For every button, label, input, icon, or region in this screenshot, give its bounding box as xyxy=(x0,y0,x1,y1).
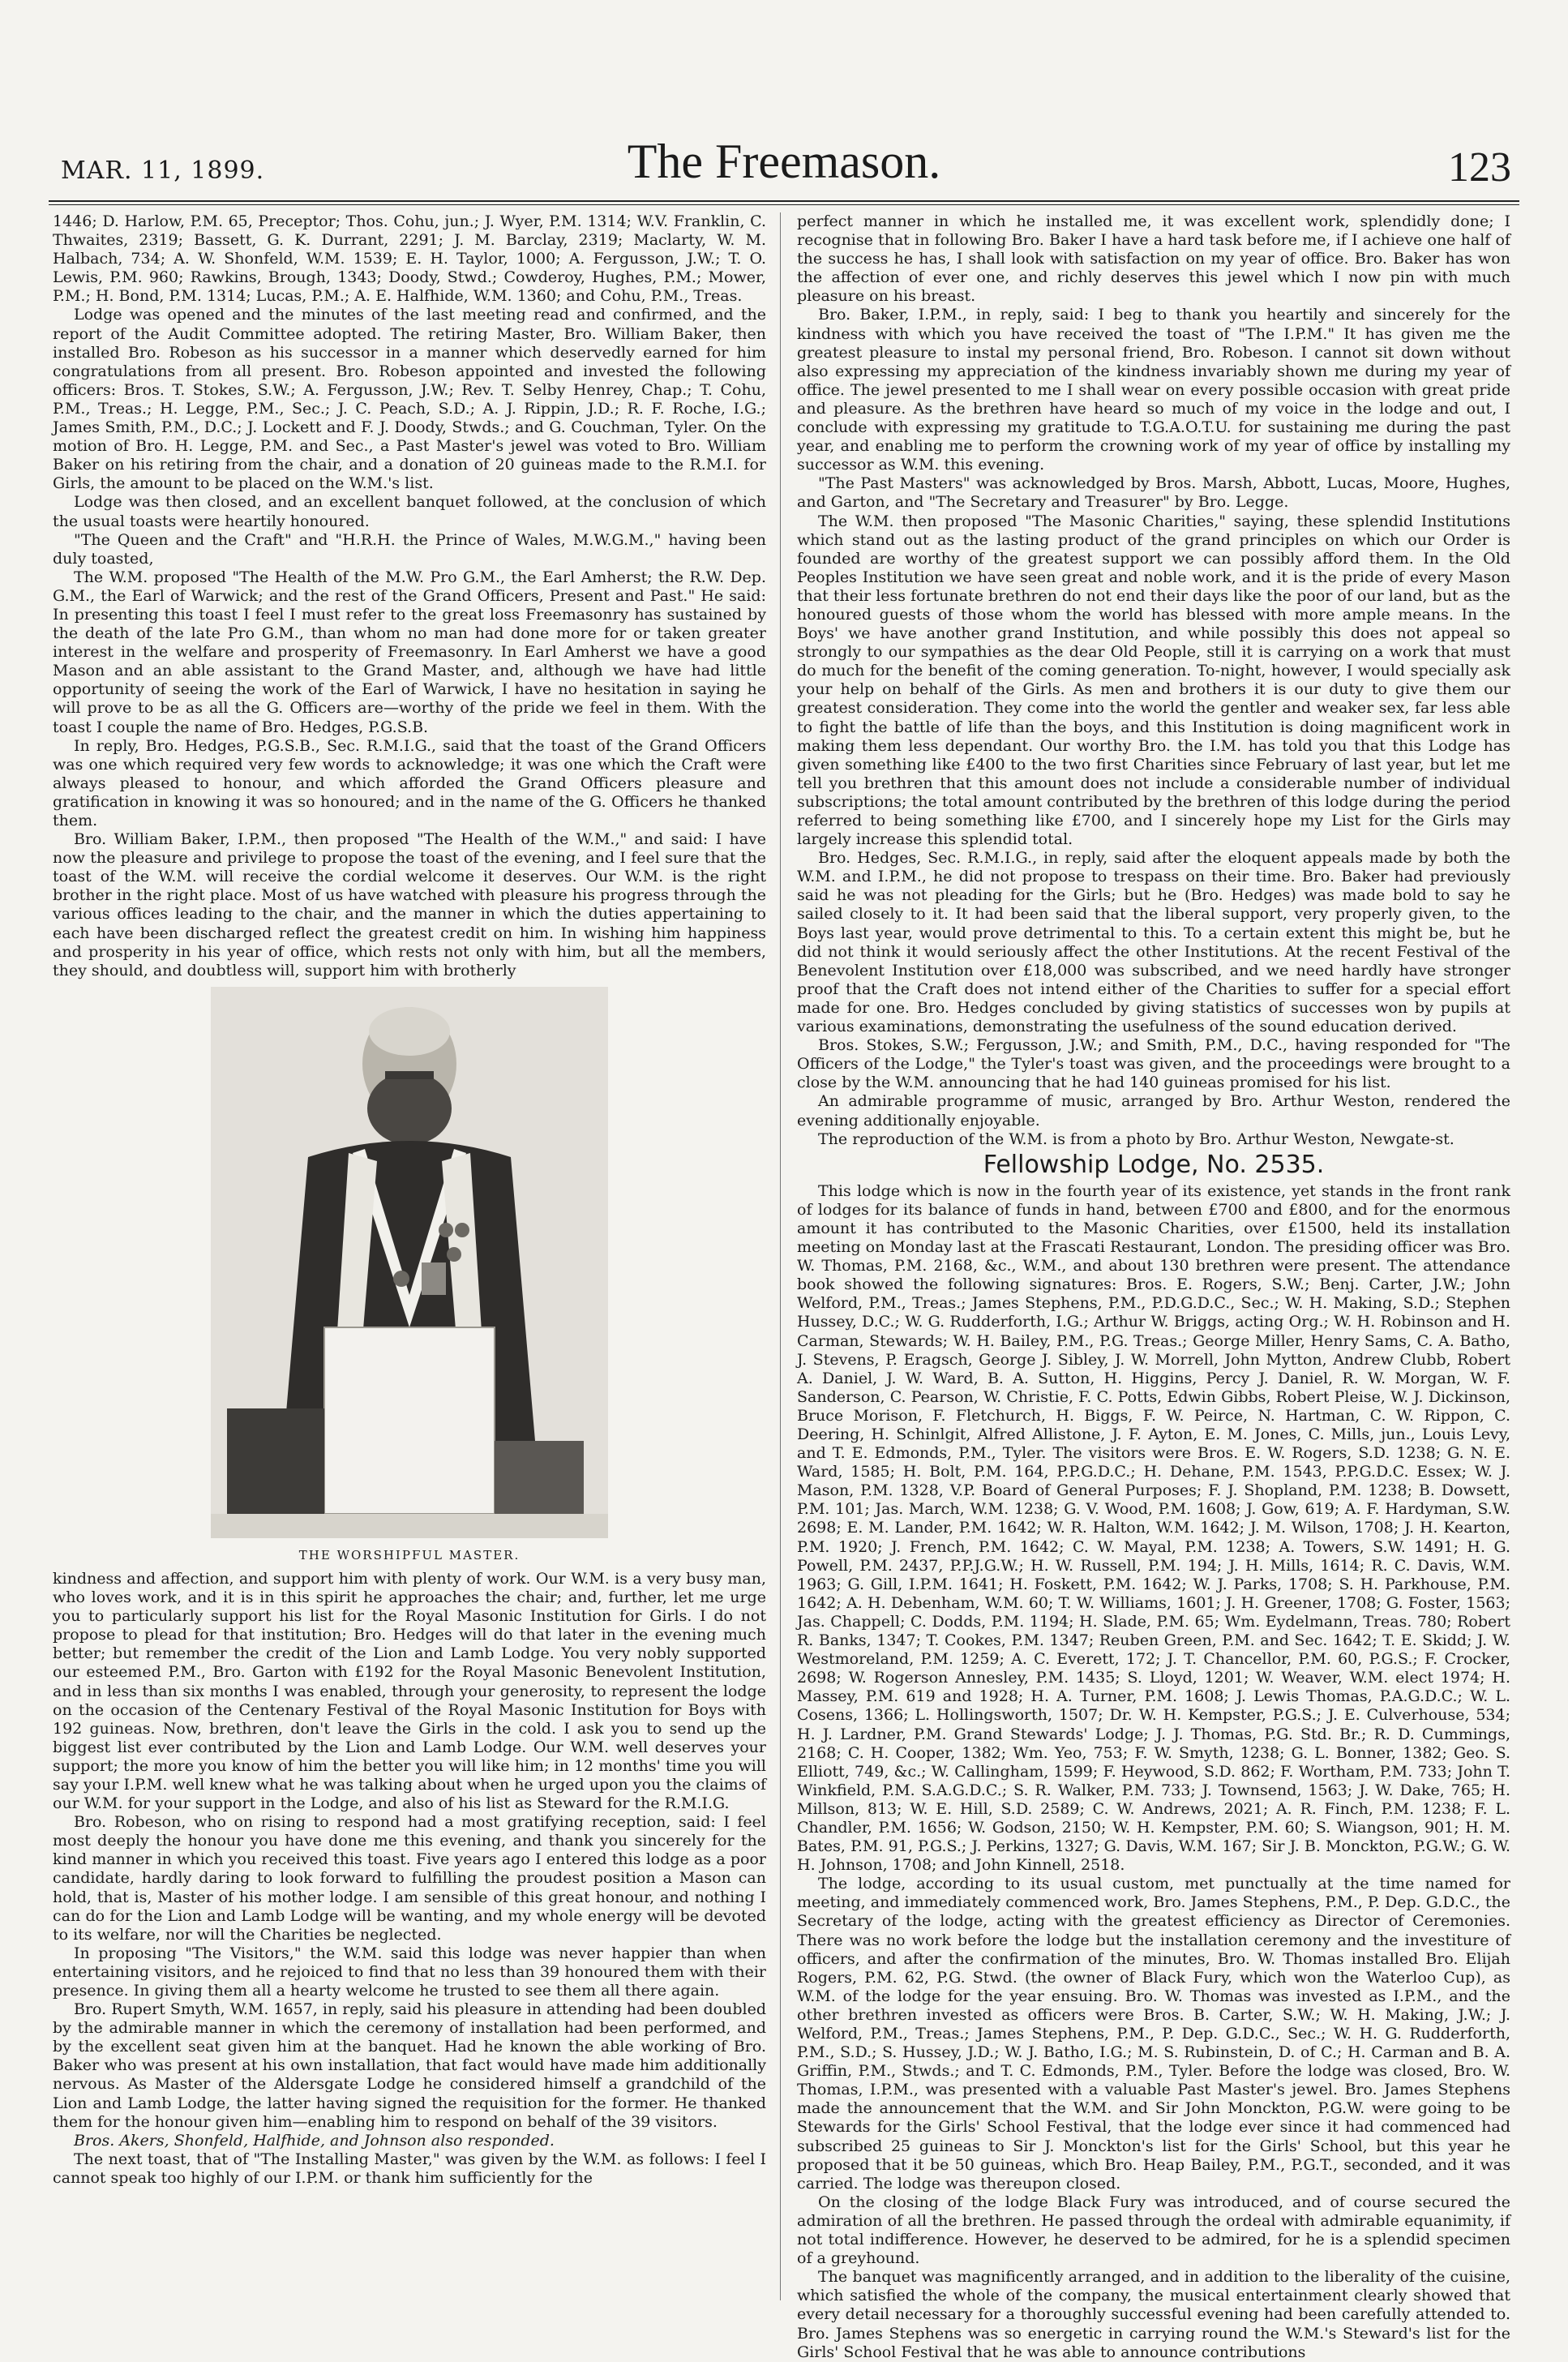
paragraph: Bro. Rupert Smyth, W.M. 1657, in reply, said his pleasure in attending had been doubled by the admirable manner in which the ceremony of installation had been performed, and by the excellent seat given him at the banquet. Had he known the able working of Bro. Baker who was present at his own installation, that fact would have made him additionally nervous. As Master of the Aldersgate Lodge he considered himself a grandchild of the Lion and Lamb Lodge, the latter having signed the requisition for the former. He thanked them for the honour given him—enabling him to respond on behalf of the 39 visitors. xyxy=(53,2000,766,2131)
paragraph: The banquet was magnificently arranged, and in addition to the liberality of the cuisine, which satisfied the whole of the company, the musical entertainment clearly showed that every detail necessary for a thoroughly successful evening had been carefully attended to. Bro. James Stephens was so energetic in carrying round the W.M.'s Steward's list for the Girls' School Festival that he was able to announce contributions xyxy=(797,2268,1510,2361)
header-rule-thin xyxy=(49,204,1519,205)
paragraph: The reproduction of the W.M. is from a photo by Bro. Arthur Weston, Newgate-st. xyxy=(818,1130,1454,1148)
paragraph: kindness and affection, and support him with plenty of work. Our W.M. is a very busy man, who loves work, and it is in this spirit he approaches the chair; and, further, let me urge you to particularly support his list for the Royal Masonic Institution for Girls. I do not propose to plead for that institution; Bro. Hedges will do that later in the evening much better; but remember the credit of the Lion and Lamb Lodge. You very nobly supported our esteemed P.M., Bro. Garton with £192 for the Royal Masonic Benevolent Institution, and in less than six months I was enabled, through your generosity, to represent the lodge on the occasion of the Centenary Festival of the Royal Masonic Institution for Boys with 192 guineas. Now, brethren, don't leave the Girls in the cold. I ask you to send up the biggest list ever contributed by the Lion and Lamb Lodge. Our W.M. well deserves your support; the more you know of him the better you will like him; in 12 months' time you will say your I.P.M. well knew what he was talking about when he urged upon you the claims of our W.M. for your support in the Lodge, and also of his list as Steward for the R.M.I.G. xyxy=(53,1569,766,1813)
newspaper-title: The Freemason. xyxy=(627,135,941,188)
paragraph: The W.M. proposed "The Health of the M.W. Pro G.M., the Earl Amherst; the R.W. Dep. G.M., the Earl of Warwick; and the rest of the Grand Officers, Present and Past." He said: In presenting this toast I feel I must refer to the great loss Freemasonry has sustained by the death of the late Pro G.M., than whom no man had done more for or taken greater interest in the welfare and prosperity of Freemasonry. In Earl Amherst we have a good Mason and an able assistant to the Grand Master, and, although we have had little opportunity of seeing the work of the Earl of Warwick, I have no hesitation in saying he will prove to be as all the G. Officers are—worthy of the pride we feel in them. With the toast I couple the name of Bro. Hedges, P.G.S.B. xyxy=(53,568,766,736)
paragraph: This lodge which is now in the fourth year of its existence, yet stands in the front rank of lodges for its balance of funds in hand, between £700 and £800, and for the enormous amount it has contributed to the Masonic Charities, over £1500, held its installation meeting on Monday last at the Frascati Restaurant, London. The presiding officer was Bro. W. Thomas, P.M. 2168, &c., W.M., and about 130 brethren were present. The attendance book showed the following signatures: Bros. E. Rogers, S.W.; Benj. Carter, J.W.; John Welford, P.M., Treas.; James Stephens, P.M., P.D.G.D.C., Sec.; W. H. Making, S.D.; Stephen Hussey, D.C.; W. G. Rudderforth, I.G.; Arthur W. Briggs, acting Org.; W. H. Robinson and H. Carman, Stewards; W. H. Bailey, P.M., P.G. Treas.; George Miller, Henry Sams, C. A. Batho, J. Stevens, P. Eragsch, George J. Sibley, J. W. Morrell, John Mytton, Andrew Clubb, Robert A. Daniel, J. W. Ward, B. A. Sutton, H. Higgins, Percy J. Daniel, R. W. Morgan, W. F. Sanderson, C. Pearson, W. Christie, F. C. Potts, Edwin Gibbs, Robert Pleise, W. J. Dickinson, Bruce Morison, F. Fletchurch, H. Biggs, F. W. Peirce, N. Hartman, C. W. Rippon, C. Deering, H. Schinlgit, Alfred Allistone, J. F. Ayton, E. M. Jones, C. Mills, jun., Louis Levy, and T. E. Edmonds, P.M., Tyler. The visitors were Bros. E. W. Rogers, S.D. 1238; G. N. E. Ward, 1585; H. Bolt, P.M. 164, P.P.G.D.C.; H. Dehane, P.M. 1543, P.P.G.D.C. Essex; W. J. Mason, P.M. 1328, V.P. Board of General Purposes; F. J. Shopland, P.M. 1238; B. Dowsett, P.M. 101; Jas. March, W.M. 1238; G. V. Wood, P.M. 1608; J. Gow, 619; A. F. Hardyman, S.W. 2698; E. M. Lander, P.M. 1642; W. R. Halton, W.M. 1642; J. M. Wilson, 1708; J. H. Kearton, P.M. 1920; J. French, P.M. 1642; C. W. Mayal, P.M. 1238; A. Towers, S.W. 1491; H. G. Powell, P.M. 2437, P.P.J.G.W.; H. W. Russell, P.M. 194; J. H. Mills, 1614; R. C. Davis, W.M. 1963; G. Gill, I.P.M. 1641; H. Foskett, P.M. 1642; W. J. Parks, 1708; S. H. Parkhouse, P.M. 1642; A. H. Debenham, W.M. 60; T. W. Williams, 1601; J. H. Greener, 1708; G. Foster, 1563; Jas. Chappell; C. Dodds, P.M. 1194; H. Slade, P.M. 65; Wm. Eydelmann, Treas. 780; Robert R. Banks, 1347; T. Cookes, P.M. 1347; Reuben Green, P.M. and Sec. 1642; T. E. Skidd; J. W. Westmoreland, P.M. 1259; A. C. Everett, 172; J. T. Chancellor, P.M. 60, P.G.S.; F. Crocker, 2698; W. Rogerson Annesley, P.M. 1435; S. Lloyd, 1201; W. Weaver, W.M. elect 1974; H. Massey, P.M. 619 and 1928; H. A. Turner, P.M. 1608; J. Lewis Thomas, P.A.G.D.C.; W. L. Cosens, 1366; L. Hollingsworth, 1507; Dr. W. H. Kempster, P.G.S.; J. E. Culverhouse, 534; H. J. Lardner, P.M. Grand Stewards' Lodge; J. J. Thomas, P.G. Std. Br.; R. D. Cummings, 2168; C. H. Cooper, 1382; Wm. Yeo, 753; F. W. Smyth, 1238; G. L. Bonner, 1382; Geo. S. Elliott, 749, &c.; W. Callingham, 1599; F. Heywood, S.D. 862; F. Wortham, P.M. 733; John T. Winkfield, P.M. S.A.G.D.C.; S. R. Walker, P.M. 733; J. Townsend, 1563; J. W. Dake, 765; H. Millson, 813; W. E. Hill, S.D. 2589; C. W. Andrews, 2021; A. R. Finch, P.M. 1238; F. L. Chandler, P.M. 1656; W. Godson, 2150; W. H. Kempster, P.M. 60; S. Wiangson, 901; H. M. Bates, P.M. 91, P.G.S.; J. Perkins, 1327; G. Davis, W.M. 167; Sir J. B. Monckton, P.G.W.; G. W. H. Johnson, 1708; and John Kinnell, 2518. xyxy=(797,1181,1510,1875)
paragraph: Lodge was opened and the minutes of the last meeting read and confirmed, and the report of the Audit Committee adopted. The retiring Master, Bro. William Baker, then installed Bro. Robeson as his successor in a manner which deservedly earned for him congratulations from all present. Bro. Robeson appointed and invested the following officers: Bros. T. Stokes, S.W.; A. Fergusson, J.W.; Rev. T. Selby Henrey, Chap.; T. Cohu, P.M., Treas.; H. Legge, P.M., Sec.; J. C. Peach, S.D.; A. J. Rippin, J.D.; R. F. Roche, I.G.; James Smith, P.M., D.C.; J. Lockett and F. J. Doody, Stwds.; and G. Couchman, Tyler. On the motion of Bro. H. Legge, P.M. and Sec., a Past Master's jewel was voted to Bro. William Baker on his retiring from the chair, and a donation of 20 guineas made to the R.M.I. for Girls, the amount to be placed on the W.M.'s list. xyxy=(53,306,766,493)
paragraph: In proposing "The Visitors," the W.M. said this lodge was never happier than when entertaining visitors, and he rejoiced to find that no less than 39 honoured them with their presence. In giving them all a hearty welcome he trusted to see them all there again. xyxy=(53,1944,766,2000)
portrait-photo xyxy=(211,987,608,1538)
paragraph: Bro. Robeson, who on rising to respond had a most gratifying reception, said: I feel most deeply the honour you have done me this evening, and thank you sincerely for the kind manner in which you received this toast. Five years ago I entered this lodge as a poor candidate, hardly daring to look forward to fulfilling the proudest position a Mason can hold, that is, Master of his mother lodge. I am sensible of this great honour, and nothing I can do for the Lion and Lamb Lodge will be wanting, and my whole energy will be devoted to its welfare, nor will the Charities be neglected. xyxy=(53,1813,766,1944)
paragraph: Bro. William Baker, I.P.M., then proposed "The Health of the W.M.," and said: I have now the pleasure and privilege to propose the toast of the evening, and I feel sure that the toast of the W.M. will receive the cordial welcome it deserves. Our W.M. is the right brother in the right place. Most of us have watched with pleasure his progress through the various offices leading to the chair, and the manner in which the duties appertaining to each have been discharged reflect the greatest credit on him. In wishing him happiness and prosperity in his year of office, which rests not only with him, but all the members, they should, and doubtless will, support him with brotherly xyxy=(53,830,766,980)
issue-date: MAR. 11, 1899. xyxy=(61,156,265,185)
paragraph: 1446; D. Harlow, P.M. 65, Preceptor; Thos. Cohu, jun.; J. Wyer, P.M. 1314; W.V. Franklin, C. Thwaites, 2319; Bassett, G. K. Durrant, 2291; J. M. Barclay, 2319; Maclarty, W. M. Halbach, 734; A. W. Shonfeld, W.M. 1539; E. H. Taylor, 1000; A. Fergusson, J.W.; T. O. Lewis, P.M. 960; Rawkins, Brough, 1343; Doody, Stwd.; Cowderoy, Hughes, P.M.; Mower, P.M.; H. Bond, P.M. 1314; Lucas, P.M.; A. E. Halfhide, W.M. 1360; and Cohu, P.M., Treas. xyxy=(53,212,766,306)
portrait-caption: THE WORSHIPFUL MASTER. xyxy=(298,1547,521,1563)
paragraph: Bros. Stokes, S.W.; Fergusson, J.W.; and Smith, P.M., D.C., having responded for "The Officers of the Lodge," the Tyler's toast was given, and the proceedings were brought to a close by the W.M. announcing that he had 140 guineas promised for his list. xyxy=(797,1036,1510,1092)
section-heading: Fellowship Lodge, No. 2535. xyxy=(983,1150,1325,1179)
paragraph: The next toast, that of "The Installing Master," was given by the W.M. as follows: I feel I cannot speak too highly of our I.P.M. or thank him sufficiently for the xyxy=(53,2150,766,2187)
paragraph: Bros. Akers, Shonfeld, Halfhide, and Johnson also responded. xyxy=(74,2131,555,2150)
paragraph: The W.M. then proposed "The Masonic Charities," saying, these splendid Institutions which stand out as the lasting product of the grand principles on which our Order is founded are worthy of the greatest support we can possibly afford them. In the Old Peoples Institution we have seen great and noble work, and it is the pride of every Mason that their less fortunate brethren do not end their days like the poor of our land, but as the honoured guests of those whom the world has blessed with more ample means. In the Boys' we have another grand Institution, and while possibly this does not appeal so strongly to our sympathies as the dear Old People, still it is carrying on a work that must do much for the benefit of the coming generation. To-night, however, I would specially ask your help on behalf of the Girls. As men and brothers it is our duty to give them our greatest consideration. They come into the world the gentler and weaker sex, far less able to fight the battle of life than the boys, and this Institution is doing magnificent work in making them less dependant. Our worthy Bro. the I.M. has told you that this Lodge has given something like £400 to the two first Charities since February of last year, but let me tell you brethren that this amount does not include a considerable number of individual subscriptions; the total amount contributed by the brethren of this lodge during the period referred to being something like £700, and I sincerely hope my List for the Girls may largely increase this splendid total. xyxy=(797,512,1510,849)
paragraph: In reply, Bro. Hedges, P.G.S.B., Sec. R.M.I.G., said that the toast of the Grand Officers was one which required very few words to acknowledge; it was one which the Craft were always pleased to honour, and which afforded the Grand Officers pleasure and gratification in knowing it was so honoured; and in the name of the G. Officers he thanked them. xyxy=(53,736,766,829)
paragraph: An admirable programme of music, arranged by Bro. Arthur Weston, rendered the evening additionally enjoyable. xyxy=(797,1092,1510,1130)
column-divider xyxy=(780,212,781,2300)
right-column xyxy=(797,212,1510,2362)
masthead xyxy=(49,126,1519,199)
paragraph: "The Queen and the Craft" and "H.R.H. the Prince of Wales, M.W.G.M.," having been duly toasted, xyxy=(53,530,766,568)
paragraph: Bro. Hedges, Sec. R.M.I.G., in reply, said after the eloquent appeals made by both the W.M. and I.P.M., he did not propose to trespass on their time. Bro. Baker had previously said he was not pleading for the Girls; but he (Bro. Hedges) was made bold to say he sailed closely to it. It had been said that the liberal support, very properly given, to the Boys last year, would prove detrimental to this. To a certain extent this might be, but he did not think it would seriously affect the other Institutions. At the recent Festival of the Benevolent Institution over £18,000 was subscribed, and we need hardly have stronger proof that the Craft does not intend either of the Charities to suffer for a special effort made for one. Bro. Hedges concluded by giving statistics of successes won by pupils at various examinations, demonstrating the usefulness of the sound education derived. xyxy=(797,849,1510,1036)
paragraph: "The Past Masters" was acknowledged by Bros. Marsh, Abbott, Lucas, Moore, Hughes, and Garton, and "The Secretary and Treasurer" by Bro. Legge. xyxy=(797,474,1510,512)
portrait-figure xyxy=(211,987,608,1565)
page-number: 123 xyxy=(1448,144,1511,191)
paragraph: The lodge, according to its usual custom, met punctually at the time named for meeting, and immediately commenced work, Bro. James Stephens, P.M., P. Dep. G.D.C., the Secretary of the lodge, acting with the greatest efficiency as Director of Ceremonies. There was no work before the lodge but the installation ceremony and the investiture of officers, and after the confirmation of the minutes, Bro. W. Thomas installed Bro. Elijah Rogers, P.M. 62, P.G. Stwd. (the owner of Black Fury, which won the Waterloo Cup), as W.M. of the lodge for the year ensuing. Bro. W. Thomas was invested as I.P.M., and the other brethren invested as officers were Bros. B. Carter, S.W.; W. H. Making, J.W.; J. Welford, P.M., Treas.; James Stephens, P.M., P. Dep. G.D.C., Sec.; W. H. G. Rudderforth, P.M., S.D.; S. Hussey, J.D.; W. J. Batho, I.G.; M. S. Rubinstein, D. of C.; H. Carman and B. A. Griffin, P.M., Stwds.; and T. C. Edmonds, P.M., Tyler. Before the lodge was closed, Bro. W. Thomas, I.P.M., was presented with a valuable Past Master's jewel. Bro. James Stephens made the announcement that the W.M. and Sir John Monckton, P.G.W. were going to be Stewards for the Girls' School Festival, that the lodge ever since it had commenced had subscribed 25 guineas to Sir J. Monckton's list for the Girls' School, but this year he proposed that it be 50 guineas, which Bro. Heap Bailey, P.M., P.G.T., seconded, and it was carried. The lodge was thereupon closed. xyxy=(797,1875,1510,2193)
left-column xyxy=(53,212,766,2188)
header-rule xyxy=(49,200,1519,202)
paragraph: Lodge was then closed, and an excellent banquet followed, at the conclusion of which the usual toasts were heartily honoured. xyxy=(53,493,766,530)
paragraph: perfect manner in which he installed me, it was excellent work, splendidly done; I recognise that in following Bro. Baker I have a hard task before me, if I achieve one half of the success he has, I shall look with satisfaction on my year of office. Bro. Baker has won the affection of ever one, and richly deserves this jewel which I now pin with much pleasure on his breast. xyxy=(797,212,1510,306)
paragraph: On the closing of the lodge Black Fury was introduced, and of course secured the admiration of all the brethren. He passed through the ordeal with admirable equanimity, if not total indifference. However, he deserved to be admired, for he is a splendid specimen of a greyhound. xyxy=(797,2193,1510,2268)
paragraph: Bro. Baker, I.P.M., in reply, said: I beg to thank you heartily and sincerely for the kindness with which you have received the toast of "The I.P.M." It has given me the greatest pleasure to instal my personal friend, Bro. Robeson. I cannot sit down without also expressing my appreciation of the kindness invariably shown me during my year of office. The jewel presented to me I shall wear on every possible occasion with great pride and pleasure. As the brethren have heard so much of my voice in the lodge and out, I conclude with expressing my gratitude to T.G.A.O.T.U. for sustaining me during the past year, and enabling me to perform the crowning work of my year of office by installing my successor as W.M. this evening. xyxy=(797,306,1510,474)
